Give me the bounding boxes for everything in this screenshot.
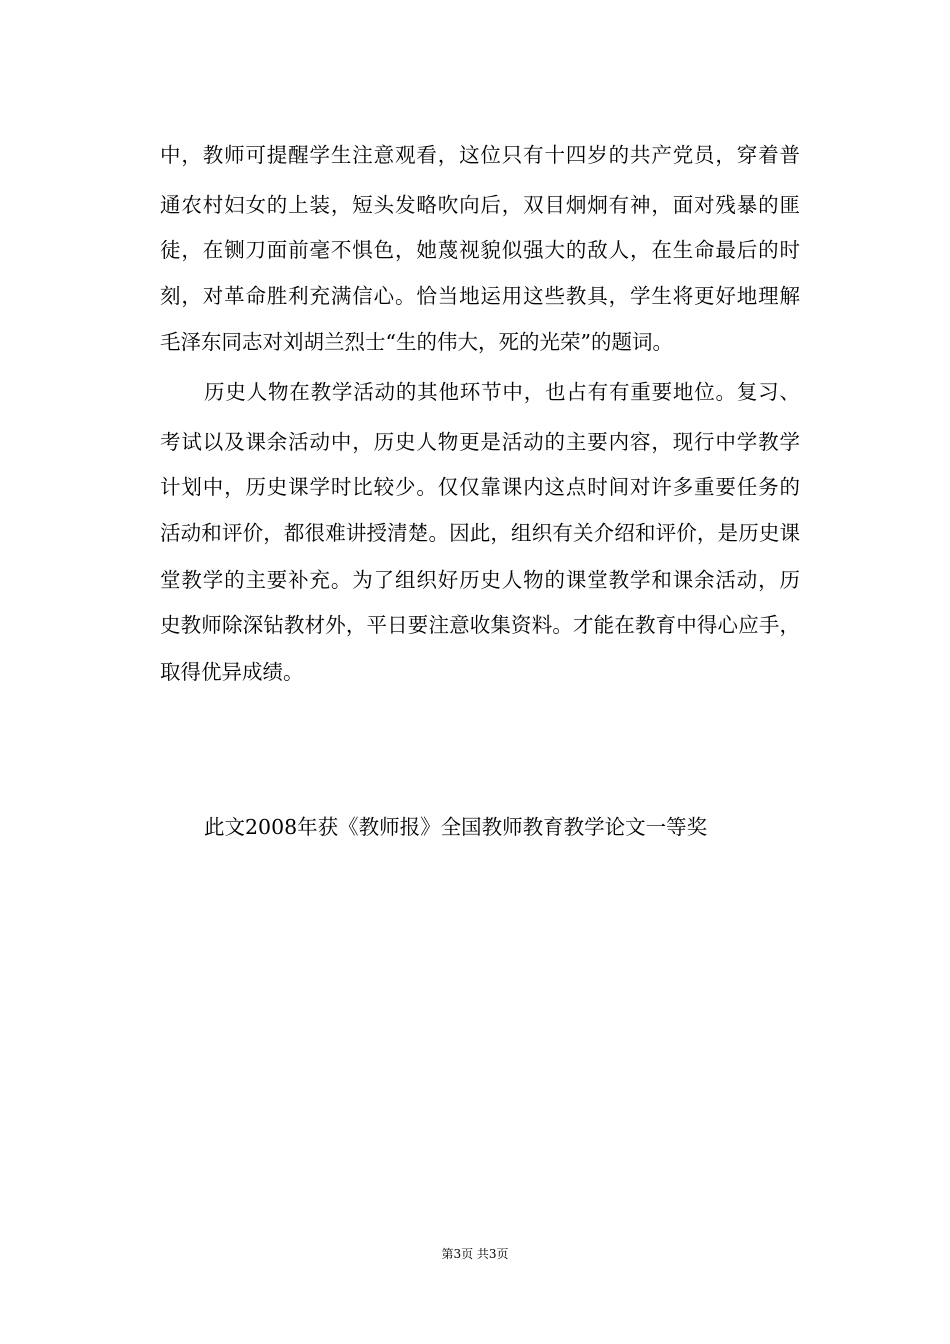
- paragraph-1-line-4: 刻，对革命胜利充满信心。恰当地运用这些教具，学生将更好地理解: [160, 284, 800, 308]
- paragraph-1-line-2: 通农村妇女的上装，短头发略吹向后，双目炯炯有神，面对残暴的匪: [160, 193, 800, 217]
- paragraph-2-line-3: 计划中，历史课学时比较少。仅仅靠课内这点时间对许多重要任务的: [160, 475, 800, 499]
- award-note: 此文2008年获《教师报》全国教师教育教学论文一等奖: [204, 815, 708, 839]
- paragraph-1-line-1: 中，教师可提醒学生注意观看，这位只有十四岁的共产党员，穿着普: [160, 143, 800, 167]
- paragraph-1-line-5: 毛泽东同志对刘胡兰烈士“生的伟大，死的光荣”的题词。: [160, 330, 673, 354]
- paragraph-2-line-4: 活动和评价，都很难讲授清楚。因此，组织有关介绍和评价，是历史课: [160, 521, 800, 545]
- paragraph-2-line-7: 取得优异成绩。: [160, 660, 304, 684]
- paragraph-2-line-2: 考试以及课余活动中，历史人物更是活动的主要内容，现行中学教学: [160, 430, 800, 454]
- paragraph-1-line-3: 徒，在铡刀面前毫不惧色，她蔑视貌似强大的敌人，在生命最后的时: [160, 238, 800, 262]
- page-footer: 第3页 共3页: [441, 1247, 509, 1261]
- paragraph-2-line-5: 堂教学的主要补充。为了组织好历史人物的课堂教学和课余活动，历: [160, 568, 800, 592]
- paragraph-2-line-1: 历史人物在教学活动的其他环节中，也占有有重要地位。复习、: [204, 380, 800, 404]
- paragraph-2-line-6: 史教师除深钻教材外，平日要注意收集资料。才能在教育中得心应手，: [160, 613, 800, 637]
